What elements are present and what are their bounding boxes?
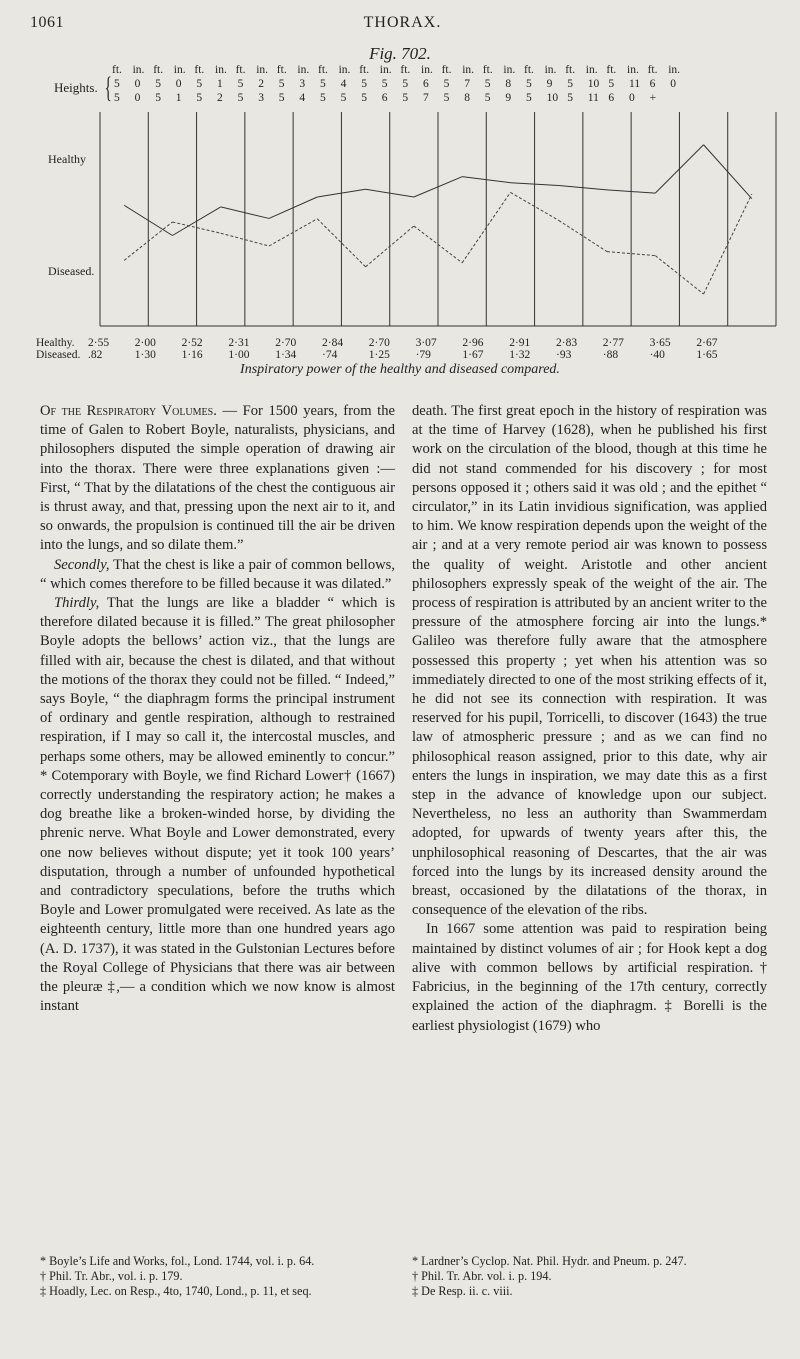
healthy_values-cell: 2·31 bbox=[228, 337, 250, 349]
units_row-cell: ft. bbox=[318, 64, 328, 76]
diseased_values-cell: 1·67 bbox=[462, 349, 484, 361]
footnote: * Boyle’s Life and Works, fol., Lond. 1744, vol. i. p. 64. bbox=[40, 1254, 315, 1268]
heights_top-cell: 9 bbox=[546, 78, 553, 90]
heights_top-cell: 5 bbox=[484, 78, 491, 90]
left-column bbox=[40, 402, 395, 1017]
heights_top-cell: 3 bbox=[299, 78, 306, 90]
figure-subcaption: Inspiratory power of the healthy and diseased compared. bbox=[240, 362, 560, 377]
diseased_values-cell: ·93 bbox=[556, 349, 572, 361]
diseased_values-cell: 1·16 bbox=[181, 349, 203, 361]
diseased_values-cell: .82 bbox=[88, 349, 103, 361]
units_row-cell: in. bbox=[421, 64, 433, 76]
paragraph-text: In 1667 some attention was paid to respiration being maintained by distinct volumes of air ; for Hook kept a dog alive with common bellows by artificial respiration.† Fabricius, in the beginning of the 17th century, correctly explained the action of the diaphragm. ‡ Borelli is the earliest physiologist (1679) who bbox=[412, 921, 767, 1034]
footnote: ‡ Hoadly, Lec. on Resp., 4to, 1740, Lond., p. 11, et seq. bbox=[40, 1284, 312, 1299]
healthy_values-cell: 2·70 bbox=[275, 337, 297, 349]
paragraph-lead: Thirdly, bbox=[54, 595, 100, 612]
units_row-cell: in. bbox=[297, 64, 310, 76]
heights_top-cell: 5 bbox=[608, 78, 615, 90]
running-title: THORAX. bbox=[363, 14, 442, 31]
page-number: 1061 bbox=[30, 14, 64, 31]
heights_bottom-cell: 5 bbox=[443, 92, 450, 104]
heights_top-cell: 10 bbox=[587, 78, 600, 90]
healthy_values-cell: 2·55 bbox=[88, 337, 110, 349]
heights_top-cell: 7 bbox=[464, 78, 470, 90]
units_row-cell: in. bbox=[627, 64, 639, 76]
heights_top-cell: 5 bbox=[155, 78, 161, 90]
diseased_values-cell: ·88 bbox=[602, 349, 619, 361]
heights_bottom-cell: 2 bbox=[217, 92, 223, 104]
heights_top-cell: 5 bbox=[320, 78, 326, 90]
heights_bottom-cell: 0 bbox=[629, 92, 635, 104]
footnotes-left bbox=[40, 1254, 395, 1300]
heights_bottom-cell: 10 bbox=[546, 92, 559, 104]
heights_bottom-cell: 5 bbox=[402, 92, 409, 104]
heights_top-cell: 5 bbox=[278, 78, 285, 90]
inspiratory-diagram bbox=[0, 0, 800, 360]
units_row-cell: ft. bbox=[153, 64, 164, 76]
diseased_values-cell: ·40 bbox=[649, 349, 665, 361]
right-column bbox=[412, 402, 767, 1036]
heights_bottom-cell: 5 bbox=[114, 92, 120, 104]
paragraph-text: death. The first great epoch in the history of respiration was at the time of Harvey (1628), when he published his first work on the circulation of the blood, though at this time he did not stand commended for his discovery ; for most persons opposed it ; others said it was old ; and the epithet “ circulator,” in its Latin invidious signification, was applied to him. We know respiration depends upon the weight of the air ; and at a very remote period air was known to possess the quality of weight. Aristotle and other ancient philosophers expressly speak of the weight of the air. The process of respiration is attributed by an ancient writer to the pressure of the atmosphere forcing air into the lungs.* Galileo was therefore fully aware that the atmosphere possessed this property ; yet when his attention was so immediately directed to one of the most striking effects of it, he did not see its connection with respiration. It was reserved for his pupil, Torricelli, to discover (1643) the true law of atmospheric pressure ; and as we can find no philosophical reason assigned, prior to this date, why air enters the lungs in inspiration, we may date this as a first step in the advance of knowledge upon our subject. Nevertheless, no less an authority than Swammerdam adopted, for upwards of twenty years after this, the unphilosophical reasoning of Descartes, that the air was forced into the lungs by its increased density around the breast, occasioned by the dilatations of the thorax, in consequence of the elevation of the ribs. bbox=[412, 403, 768, 919]
section-heading: Of the Respiratory Volumes. bbox=[40, 403, 217, 419]
heights_bottom-cell: 9 bbox=[505, 92, 512, 104]
heights_top-cell: 11 bbox=[629, 78, 641, 90]
healthy_values-cell: 2·84 bbox=[322, 337, 344, 349]
heights_top-cell: 5 bbox=[381, 78, 388, 90]
units_row-cell: ft. bbox=[112, 64, 122, 76]
heights_bottom-cell: 5 bbox=[567, 92, 573, 104]
footnote: † Phil. Tr. Abr., vol. i. p. 179. bbox=[40, 1269, 183, 1284]
units_row-cell: in. bbox=[173, 64, 186, 76]
heights_top-cell: 4 bbox=[340, 78, 347, 90]
units_row-cell: ft. bbox=[235, 64, 246, 76]
units_row-cell: ft. bbox=[524, 64, 534, 76]
heights_bottom-cell: 6 bbox=[381, 92, 388, 104]
units_row-cell: ft. bbox=[276, 64, 287, 76]
heights_top-cell: 5 bbox=[114, 78, 120, 90]
heights_top-cell: 6 bbox=[423, 78, 429, 90]
paragraph-continued bbox=[412, 402, 767, 920]
diseased_values-cell: 1·34 bbox=[275, 349, 297, 361]
heights_bottom-cell: 5 bbox=[278, 92, 285, 104]
diseased-values-label: Diseased. bbox=[36, 349, 81, 361]
healthy_values-cell: 2·91 bbox=[509, 337, 531, 349]
heights_bottom-cell: 6 bbox=[608, 92, 615, 104]
units_row-cell: ft. bbox=[565, 64, 576, 76]
healthy_values-cell: 2·83 bbox=[556, 337, 578, 349]
heights_bottom-cell: + bbox=[649, 92, 657, 104]
paragraph-lead: Secondly, bbox=[54, 556, 110, 573]
paragraph-1667 bbox=[412, 920, 767, 1035]
paragraph-secondly bbox=[40, 556, 395, 594]
heights_bottom-cell: 8 bbox=[464, 92, 470, 104]
heights_top-cell: 2 bbox=[258, 78, 264, 90]
footnotes-right bbox=[412, 1254, 767, 1300]
heights-label: Heights. bbox=[54, 80, 98, 95]
healthy-values-label: Healthy. bbox=[36, 337, 75, 349]
heights_bottom-cell: 5 bbox=[526, 92, 532, 104]
heights_bottom-cell: 5 bbox=[237, 92, 244, 104]
healthy_values-cell: 2·77 bbox=[602, 337, 624, 349]
heights_top-cell: 0 bbox=[134, 78, 141, 90]
units_row-cell: in. bbox=[585, 64, 598, 76]
healthy_values-cell: 2·52 bbox=[181, 337, 203, 349]
heights_top-cell: 6 bbox=[649, 78, 656, 90]
healthy_values-cell: 2·96 bbox=[462, 337, 484, 349]
units_row-cell: in. bbox=[544, 64, 557, 76]
units_row-cell: in. bbox=[338, 64, 351, 76]
units_row-cell: ft. bbox=[482, 64, 493, 76]
paragraph-text: That the lungs are like a bladder “ which is therefore dilated because it is filled.” The great philosopher Boyle adopts the bellows’ action viz., that the lungs are filled with air, because the chest is dilated, and that without the motions of the thorax they could not be filled. “ Indeed,” says Boyle, “ the diaphragm forms the principal instrument of ordinary and gentle respiration, although to restrained respiration, if I may so call it, the intercostal muscles, and perhaps some others, may be allowed eminently to concur.” * Cotemporary with Boyle, we find Richard Lower† (1667) correctly understanding the respiratory action; he makes a dog breathe like a broken-winded horse, by dividing the phrenic nerve. What Boyle and Lower demonstrated, every one now believes without dispute; yet it took 100 years’ disputation, through a number of unfounded hypothetical and contradictory speculations, before the truths which Boyle and Lower promulgated were received. As late as the eighteenth century, little more than one hundred years ago (A. D. 1737), it was stated in the Gulstonian Lectures before the Royal College of Physicians that there was air between the pleuræ ‡,— a condition which we now know is almost instant bbox=[40, 595, 395, 1015]
diseased_values-cell: 1·32 bbox=[509, 349, 531, 361]
healthy_values-cell: 2·67 bbox=[696, 337, 718, 349]
heights_top-cell: 5 bbox=[196, 78, 203, 90]
heights_bottom-cell: 0 bbox=[134, 92, 141, 104]
healthy_values-cell: 2·70 bbox=[368, 337, 390, 349]
units_row-cell: ft. bbox=[400, 64, 411, 76]
units_row-cell: ft. bbox=[194, 64, 205, 76]
heights_top-cell: 5 bbox=[237, 78, 244, 90]
diseased_values-cell: ·74 bbox=[322, 349, 338, 361]
paragraph-thirdly bbox=[40, 594, 395, 1016]
units_row-cell: in. bbox=[379, 64, 392, 76]
units_row-cell: in. bbox=[503, 64, 516, 76]
row-label-healthy: Healthy bbox=[48, 152, 86, 166]
heights_bottom-cell: 5 bbox=[361, 92, 367, 104]
heights_top-cell: 5 bbox=[361, 78, 367, 90]
units_row-cell: in. bbox=[668, 64, 681, 76]
row-label-diseased: Diseased. bbox=[48, 264, 95, 278]
units_row-cell: in. bbox=[215, 64, 227, 76]
units_row-cell: ft. bbox=[647, 64, 658, 76]
heights_top-cell: 0 bbox=[175, 78, 182, 90]
heights_bottom-cell: 7 bbox=[423, 92, 429, 104]
healthy_values-cell: 2·00 bbox=[134, 337, 156, 349]
units_row-cell: in. bbox=[256, 64, 269, 76]
heights_bottom-cell: 1 bbox=[175, 92, 182, 104]
footnote: ‡ De Resp. ii. c. viii. bbox=[412, 1284, 513, 1299]
heights_top-cell: 1 bbox=[217, 78, 223, 90]
diseased_values-cell: ·79 bbox=[415, 349, 431, 361]
paragraph-text: — For 1500 years, from the time of Galen to Robert Boyle, naturalists, physicians, and philosophers disputed the simple operation of drawing air into the thorax. There were three explanations given :—First, “ That by the dilatations of the chest the contiguous air is thrust away, and that, pressing upon the next air to it, and so onwards, the propulsion is continued till the air be driven into the lungs, and so dilate them.” bbox=[40, 403, 395, 554]
heights_bottom-cell: 3 bbox=[258, 92, 264, 104]
figure-caption: Fig. 702. bbox=[369, 44, 431, 63]
healthy_values-cell: 3·65 bbox=[649, 337, 671, 349]
diseased_values-cell: 1·65 bbox=[696, 349, 718, 361]
footnote: † Phil. Tr. Abr. vol. i. p. 194. bbox=[412, 1269, 552, 1284]
heights_top-cell: 5 bbox=[526, 78, 532, 90]
units_row-cell: ft. bbox=[359, 64, 370, 76]
heights_top-cell: 8 bbox=[505, 78, 512, 90]
heights_top-cell: 0 bbox=[670, 78, 676, 90]
heights_bottom-cell: 5 bbox=[196, 92, 203, 104]
footnote: * Lardner’s Cyclop. Nat. Phil. Hydr. and Pneum. p. 247. bbox=[412, 1254, 687, 1268]
heights_top-cell: 5 bbox=[443, 78, 450, 90]
heights_bottom-cell: 4 bbox=[299, 92, 306, 104]
diseased_values-cell: 1·00 bbox=[228, 349, 250, 361]
paragraph-text: That the chest is like a pair of common bellows, “ which comes therefore to be filled because it was dilated.” bbox=[40, 556, 395, 592]
heights_bottom-cell: 5 bbox=[484, 92, 491, 104]
units_row-cell: in. bbox=[132, 64, 145, 76]
diseased_values-cell: 1·25 bbox=[368, 349, 390, 361]
heights_top-cell: 5 bbox=[567, 78, 573, 90]
brace-icon: { bbox=[104, 71, 112, 104]
healthy_values-cell: 3·07 bbox=[415, 337, 437, 349]
units_row-cell: ft. bbox=[441, 64, 452, 76]
heights_bottom-cell: 5 bbox=[155, 92, 161, 104]
heights_bottom-cell: 5 bbox=[320, 92, 326, 104]
heights_bottom-cell: 11 bbox=[587, 92, 599, 104]
heights_top-cell: 5 bbox=[402, 78, 409, 90]
units_row-cell: ft. bbox=[606, 64, 617, 76]
units_row-cell: in. bbox=[462, 64, 475, 76]
heights_bottom-cell: 5 bbox=[340, 92, 347, 104]
paragraph-first bbox=[40, 402, 395, 556]
diseased_values-cell: 1·30 bbox=[134, 349, 156, 361]
